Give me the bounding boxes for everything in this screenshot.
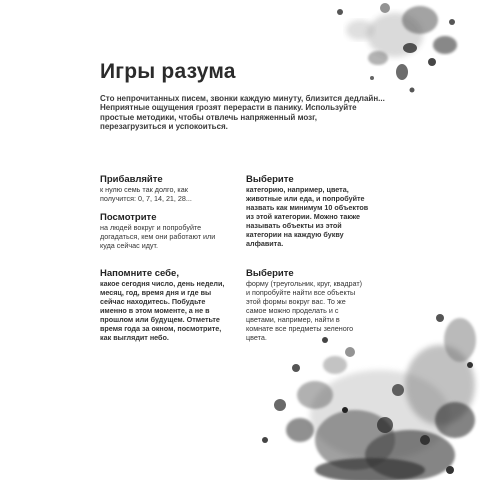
intro-paragraph: Сто непрочитанных писем, звонки каждую минуту, близится дедлайн... Неприятные ощущения грозят перерасти в панику. Используйте простые методики, чтобы отвлечь напряженный мозг, перезагрузиться и успокоиться.	[100, 94, 385, 132]
top-right-ink-cluster	[337, 3, 457, 93]
tip-remind-yourself	[100, 268, 225, 342]
tip-title: Посмотрите	[100, 212, 157, 223]
tip-body: какое сегодня число, день недели, месяц, год, время дня и где вы сейчас находитесь. Побудьте именно в этом моменте, а не в прошлом или будущем. Отметьте время года за окном, посмотрите, как выглядит небо.	[100, 279, 225, 342]
tip-body: на людей вокруг и попробуйте догадаться, кем они работают или куда сейчас идут.	[100, 223, 216, 250]
tip-look-around	[100, 212, 225, 250]
tip-body: форму (треугольник, круг, квадрат) и попробуйте найти все объекты этой формы вокруг вас. То же самое можно проделать и с цветами, например, найти в комнате все предметы зеленого цвета.	[246, 279, 363, 342]
tip-title: Выберите	[246, 174, 294, 185]
page-title: Игры разума	[100, 60, 236, 83]
tip-body: категорию, например, цвета, животные или еда, и попробуйте назвать как минимум 10 объектов из этой категории. Можно также называть объекты из этой категории на каждую букву алфавита.	[246, 185, 369, 248]
tip-choose-category	[246, 174, 371, 248]
tip-title: Прибавляйте	[100, 174, 163, 185]
tip-choose-shape	[246, 268, 368, 342]
tip-body: к нулю семь так долго, как получится: 0, 7, 14, 21, 28...	[100, 185, 192, 203]
tip-title: Напомните себе,	[100, 268, 179, 279]
tip-title: Выберите	[246, 268, 294, 279]
tip-add-numbers	[100, 174, 225, 203]
